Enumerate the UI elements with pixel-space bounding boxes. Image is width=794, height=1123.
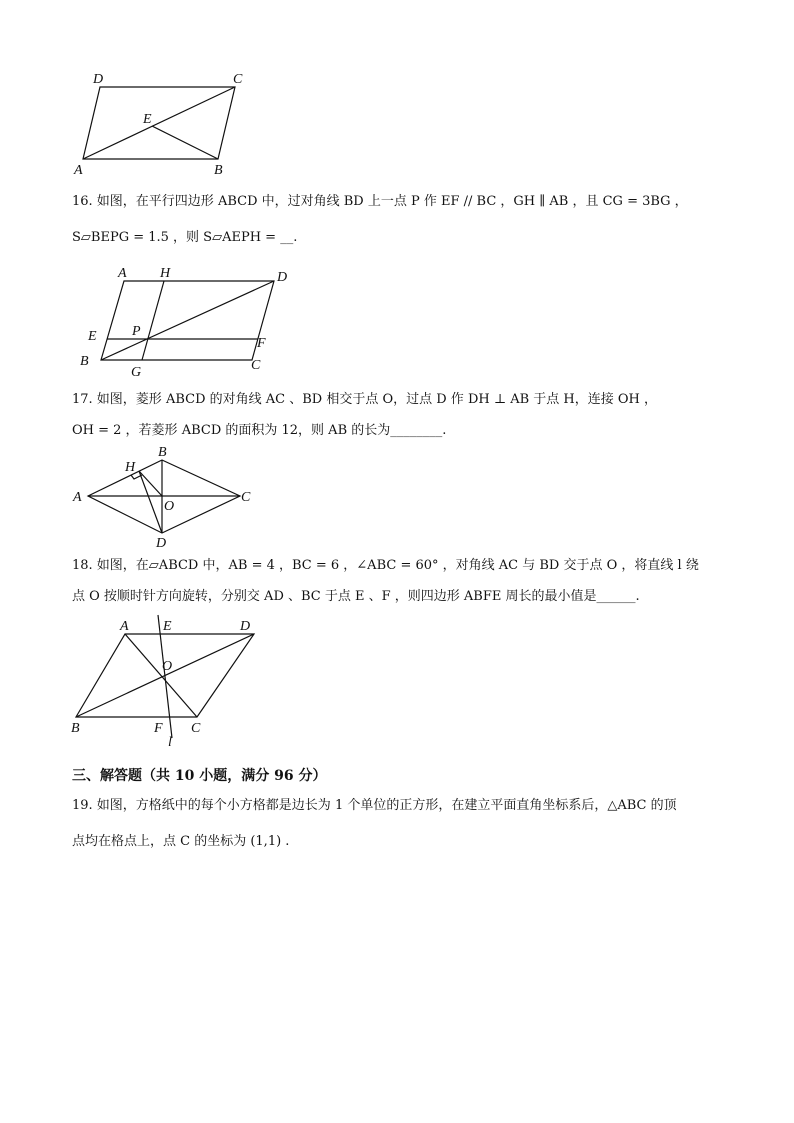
q19-line2: 点均在格点上，点 C 的坐标为 (1,1) . (72, 834, 290, 849)
label-c: C (251, 358, 261, 373)
figure-parallelogram-3 (70, 613, 270, 757)
q16-line2: S▱BEPG = 1.5 ，则 S▱AEPH = __. (72, 230, 298, 245)
label-c: C (241, 490, 251, 505)
label-b: B (80, 354, 89, 369)
q17-line2: OH = 2 ，若菱形 ABCD 的面积为 12，则 AB 的长为________. (72, 423, 447, 438)
q17-line1: 17. 如图，菱形 ABCD 的对角线 AC 、BD 相交于点 O，过点 D 作 DH ⊥ AB 于点 H，连接 OH ， (72, 392, 657, 407)
label-b: B (158, 445, 167, 460)
label-d: D (93, 72, 104, 87)
label-b: B (71, 721, 80, 736)
q18-line1: 18. 如图，在▱ABCD 中，AB = 4 ，BC = 6 ，∠ABC = 60° ，对角线 AC 与 BD 交于点 O ，将直线 l 绕 (72, 558, 699, 573)
label-e: E (88, 329, 97, 344)
label-o: O (162, 659, 173, 674)
label-a: A (73, 490, 82, 505)
label-a: A (118, 266, 127, 281)
label-g: G (131, 365, 142, 380)
figure-rhombus (70, 443, 260, 557)
label-c: C (233, 72, 243, 87)
label-l: l (168, 735, 172, 750)
label-d: D (156, 536, 167, 551)
label-a: A (120, 619, 129, 634)
figure-parallelogram-2 (76, 262, 306, 384)
q16-line1: 16. 如图，在平行四边形 ABCD 中，过对角线 BD 上一点 P 作 EF // BC ，GH ∥ AB ，且 CG = 3BG ， (72, 194, 688, 209)
label-d: D (277, 270, 288, 285)
label-e: E (143, 112, 152, 127)
label-d: D (240, 619, 251, 634)
label-e: E (163, 619, 172, 634)
label-p: P (132, 324, 141, 339)
label-o: O (164, 499, 175, 514)
q19-line1: 19. 如图，方格纸中的每个小方格都是边长为 1 个单位的正方形，在建立平面直角坐标系后，△ABC 的顶 (72, 798, 677, 813)
q18-line2: 点 O 按顺时针方向旋转，分别交 AD 、BC 于点 E 、F ，则四边形 ABFE 周长的最小值是______. (72, 589, 640, 604)
label-f: F (257, 336, 266, 351)
label-f: F (154, 721, 163, 736)
label-b: B (214, 163, 223, 178)
figure-parallelogram-1 (70, 68, 260, 182)
label-c: C (191, 721, 201, 736)
section-title: 三、解答题（共 10 小题，满分 96 分） (72, 768, 327, 784)
label-h: H (160, 266, 171, 281)
label-h: H (125, 460, 136, 475)
label-a: A (74, 163, 83, 178)
